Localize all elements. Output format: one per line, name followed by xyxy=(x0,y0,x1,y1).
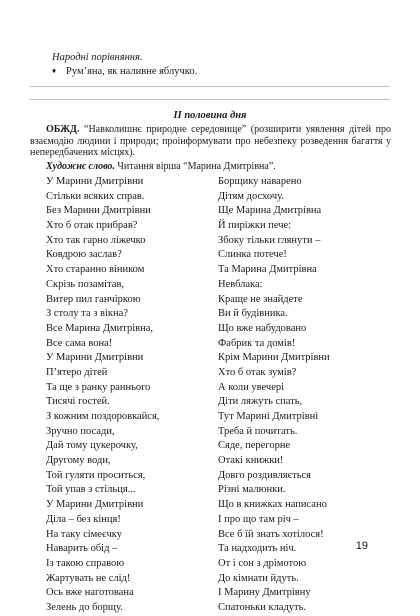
poem-line: Зручно посади, xyxy=(46,425,115,437)
poem-line: От і сон з дрімотою xyxy=(218,557,307,569)
poem-line: З кожним поздоровкайся, xyxy=(46,411,160,422)
page-number: 19 xyxy=(355,540,368,552)
poem-line: Тисячі гостей. xyxy=(46,396,110,408)
poem-line: Ще Марина Дмитрівна xyxy=(218,205,322,217)
goal-paragraph xyxy=(30,124,391,159)
poem-line: Отакі книжки! xyxy=(218,455,284,467)
poem-column-left xyxy=(46,175,159,616)
poem-line: Хто старанно віником xyxy=(46,264,145,276)
poem-line: Різні малюнки. xyxy=(218,484,286,496)
poem-line: На таку сімеєчку xyxy=(46,528,122,540)
proverbs-heading: Народні порівняння. xyxy=(52,52,143,63)
poem-line: Й пиріжки пече: xyxy=(218,220,292,232)
poem-line: Другому води, xyxy=(46,455,111,467)
poem-line: Треба й почитать. xyxy=(218,425,298,437)
poem-line: П’ятеро дітей xyxy=(46,366,108,378)
poem-line: Крім Марини Дмитрівни xyxy=(218,352,330,364)
poem-line: Невблака: xyxy=(218,278,263,290)
poem-line: Зелень до борщу. xyxy=(46,601,123,613)
poem-line: Ковдрою заслав? xyxy=(46,249,122,261)
reading-text: Читання вірша “Марина Дмитрівна”. xyxy=(117,161,276,172)
poem-line: Діла – без кінця! xyxy=(46,513,121,525)
poem-line: Ви й будівника. xyxy=(218,308,288,320)
poem-line: Та надходить ніч. xyxy=(218,543,297,555)
poem-line: Слинка потече! xyxy=(218,249,287,261)
poem-line: І Марину Дмитрівну xyxy=(218,587,311,599)
poem-line: Що в книжках написано xyxy=(218,499,327,511)
section-title: II половина дня xyxy=(173,110,247,121)
proverb-list-item xyxy=(52,66,197,77)
poem-line: Витер пил ганчіркою xyxy=(46,293,141,305)
poem-line: Той гуляти проситься, xyxy=(46,469,146,481)
divider-line xyxy=(30,99,390,100)
poem-line: Все б їй знать хотілося! xyxy=(218,528,324,540)
poem-line: Діти ляжуть спать, xyxy=(218,396,303,408)
poem-line: І про що там річ – xyxy=(218,513,299,525)
reading-label: Художнє слово. xyxy=(46,161,115,172)
poem-line: Той упав з стільця... xyxy=(46,484,136,496)
poem-line: А коли увечері xyxy=(218,381,285,393)
poem-line: У Марини Дмитрівни xyxy=(46,499,144,511)
poem-line: У Марини Дмитрівни xyxy=(46,352,144,364)
reading-paragraph xyxy=(46,161,396,173)
poem-line: Довго роздивляється xyxy=(218,469,311,481)
poem-line: Скрізь позамітав, xyxy=(46,278,125,290)
poem-line: Хто б отак зумів? xyxy=(218,366,297,378)
diamond-bullet-icon: ♦ xyxy=(52,66,57,75)
goal-label: ОБЖД. xyxy=(46,124,80,135)
poem-line: Дай тому цукерочку, xyxy=(46,440,138,452)
poem-line: Що вже набудовано xyxy=(218,322,307,334)
goal-text: “Навколишнє природне середовище” (розширити уявлення дітей про взаємодію людини і природи; проінформувати про небезпеку розведення багаття у непередбачених місцях). xyxy=(30,124,391,159)
poem-column-right xyxy=(218,175,330,616)
poem-line: Без Марини Дмитрівни xyxy=(46,205,151,217)
poem-line: До кімнати йдуть. xyxy=(218,572,299,584)
poem-line: Стільки всяких справ. xyxy=(46,190,145,202)
poem-line: У Марини Дмитрівни xyxy=(46,176,144,187)
poem-line: Хто так гарно ліжечко xyxy=(46,234,146,246)
poem-line: Дітям досхочу. xyxy=(218,190,284,202)
poem-line: Збоку тільки глянути – xyxy=(218,234,321,246)
poem-line: Сяде, перегорне xyxy=(218,440,291,452)
poem-line: Ось вже наготована xyxy=(46,587,134,599)
poem-line: Жартувать не слід! xyxy=(46,572,131,584)
poem-line: Наварить обід – xyxy=(46,543,118,555)
poem-line: Із такою справою xyxy=(46,557,125,569)
poem-line: Борщику наварено xyxy=(218,176,302,187)
poem-line: Та Марина Дмитрівна xyxy=(218,264,317,276)
poem-line: Хто б отак прибрав? xyxy=(46,220,138,232)
divider-line xyxy=(30,86,390,87)
proverb-text: Рум’яна, як наливне яблучко. xyxy=(66,66,198,77)
poem-line: Краще не знайдете xyxy=(218,293,303,305)
poem-line: Фабрик та домів! xyxy=(218,337,296,349)
poem-line: З столу та з вікна? xyxy=(46,308,128,320)
poem-line: Тут Марині Дмитрівні xyxy=(218,411,319,422)
poem-line: Все Марина Дмитрівна, xyxy=(46,322,154,334)
poem-line: Та ще з ранку раннього xyxy=(46,381,151,393)
poem-line: Все сама вона! xyxy=(46,337,113,349)
poem-line: Спатоньки кладуть. xyxy=(218,601,307,613)
